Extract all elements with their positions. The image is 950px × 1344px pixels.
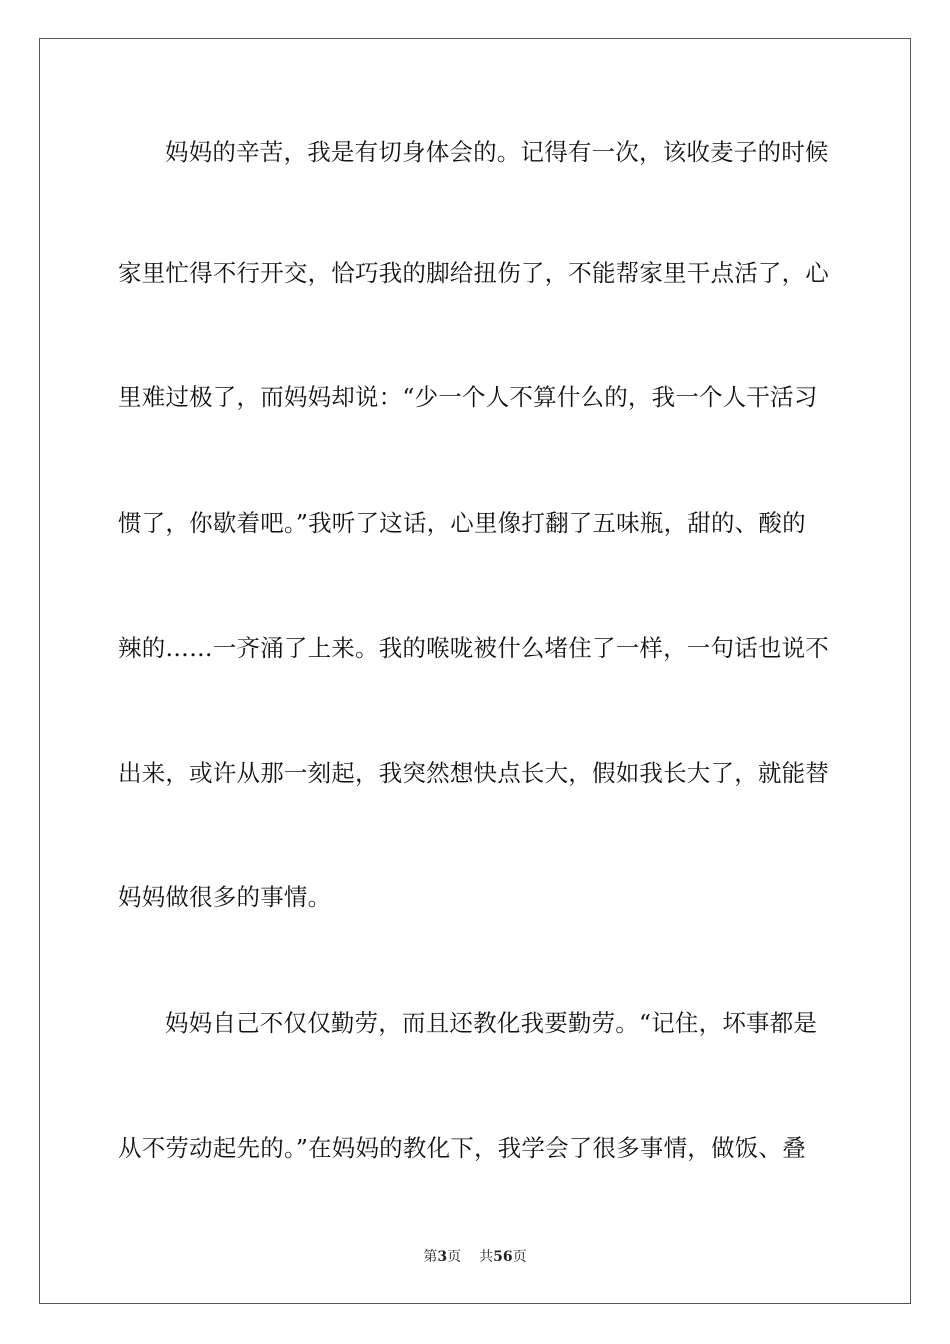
page-suffix: 页 (447, 1249, 462, 1265)
page-border (39, 38, 911, 1304)
paragraph-1-line-7: 妈妈做很多的事情。 (118, 883, 332, 911)
page-number: 3 (437, 1249, 448, 1265)
page-footer (0, 1248, 950, 1266)
total-prefix: 共 (479, 1249, 494, 1265)
page-prefix: 第 (423, 1249, 438, 1265)
paragraph-1-line-1: 妈妈的辛苦，我是有切身体会的。记得有一次，该收麦子的时候 (165, 138, 829, 166)
paragraph-1-line-4: 惯了，你歇着吧。”我听了这话，心里像打翻了五味瓶，甜的、酸的 (118, 509, 806, 537)
paragraph-2-line-2: 从不劳动起先的。”在妈妈的教化下，我学会了很多事情，做饭、叠 (118, 1134, 806, 1162)
paragraph-1-line-3: 里难过极了，而妈妈却说：“少一个人不算什么的，我一个人干活习 (118, 383, 818, 411)
paragraph-1-line-2: 家里忙得不行开交，恰巧我的脚给扭伤了，不能帮家里干点活了，心 (118, 259, 829, 287)
paragraph-1-line-5: 辣的……一齐涌了上来。我的喉咙被什么堵住了一样，一句话也说不 (118, 634, 829, 662)
total-suffix: 页 (512, 1249, 527, 1265)
total-pages: 56 (493, 1249, 513, 1265)
paragraph-2-line-1: 妈妈自己不仅仅勤劳，而且还教化我要勤劳。“记住，坏事都是 (165, 1009, 818, 1037)
paragraph-1-line-6: 出来，或许从那一刻起，我突然想快点长大，假如我长大了，就能替 (118, 759, 829, 787)
